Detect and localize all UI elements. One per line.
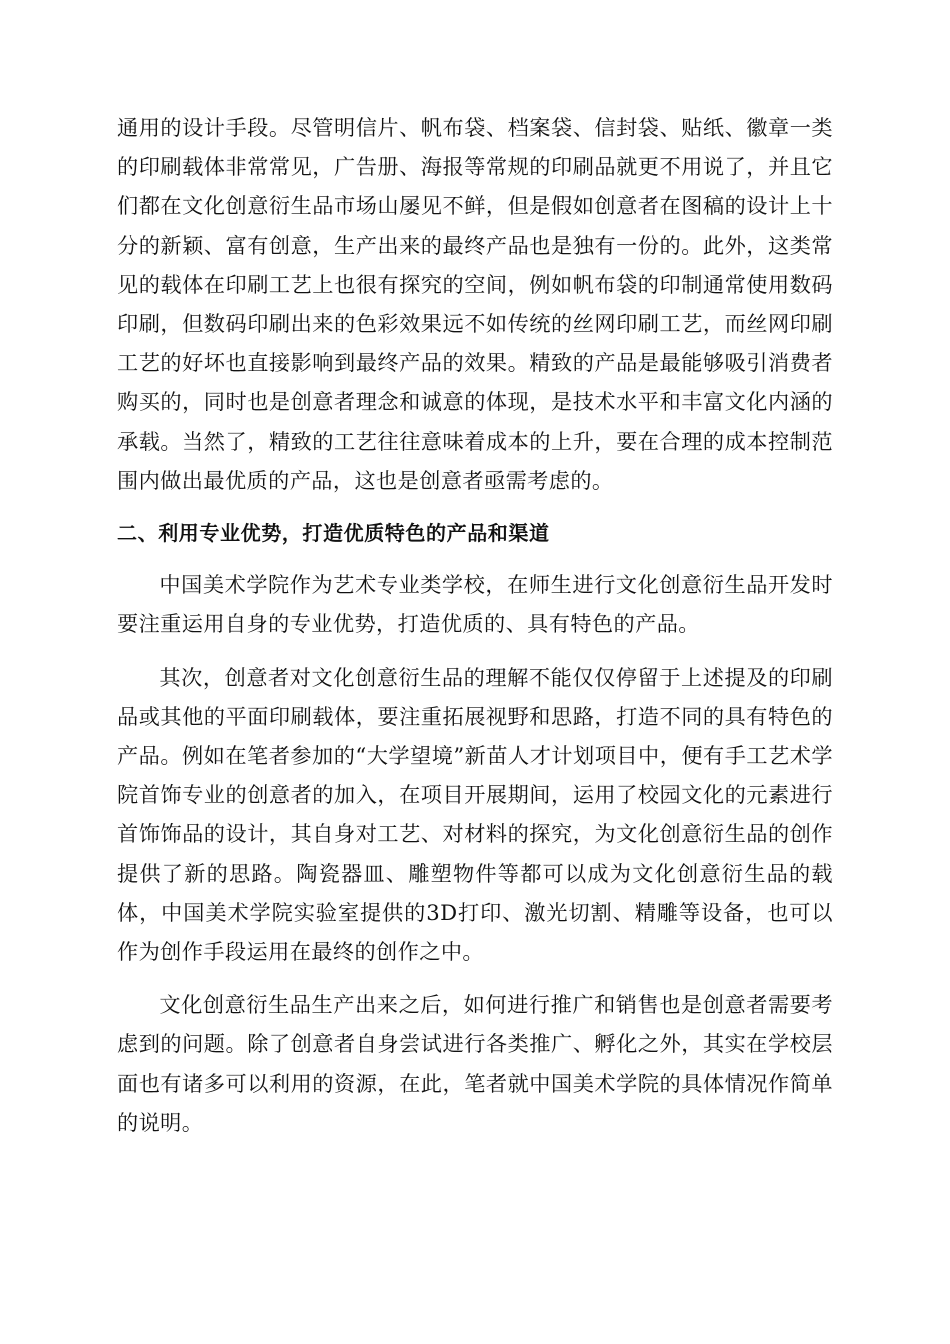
body-paragraph: 其次，创意者对文化创意衍生品的理解不能仅仅停留于上述提及的印刷品或其他的平面印刷载体，要注重拓展视野和思路，打造不同的具有特色的产品。例如在笔者参加的“大学望境”新苗人才计划项目中，便有手工艺术学院首饰专业的创意者的加入，在项目开展期间，运用了校园文化的元素进行首饰饰品的设计，其自身对工艺、对材料的探究，为文化创意衍生品的创作提供了新的思路。陶瓷器皿、雕塑物件等都可以成为文化创意衍生品的载体，中国美术学院实验室提供的3D打印、激光切割、精雕等设备，也可以作为创作手段运用在最终的创作之中。 — [117, 664, 833, 965]
body-paragraph: 中国美术学院作为艺术专业类学校，在师生进行文化创意衍生品开发时要注重运用自身的专业优势，打造优质的、具有特色的产品。 — [117, 572, 833, 637]
body-paragraph: 文化创意衍生品生产出来之后，如何进行推广和销售也是创意者需要考虑到的问题。除了创意者自身尝试进行各类推广、孵化之外，其实在学校层面也有诸多可以利用的资源，在此，笔者就中国美术学院的具体情况作简单的说明。 — [117, 992, 833, 1135]
body-paragraph: 通用的设计手段。尽管明信片、帆布袋、档案袋、信封袋、贴纸、徽章一类的印刷载体非常常见，广告册、海报等常规的印刷品就更不用说了，并且它们都在文化创意衍生品市场山屡见不鲜，但是假如创意者在图稿的设计上十分的新颖、富有创意，生产出来的最终产品也是独有一份的。此外，这类常见的载体在印刷工艺上也很有探究的空间，例如帆布袋的印制通常使用数码印刷，但数码印刷出来的色彩效果远不如传统的丝网印刷工艺，而丝网印刷工艺的好坏也直接影响到最终产品的效果。精致的产品是最能够吸引消费者购买的，同时也是创意者理念和诚意的体现，是技术水平和丰富文化内涵的承载。当然了，精致的工艺往往意味着成本的上升，要在合理的成本控制范围内做出最优质的产品，这也是创意者亟需考虑的。 — [117, 115, 833, 493]
document-page — [117, 108, 833, 1142]
section-heading: 二、利用专业优势，打造优质特色的产品和渠道 — [117, 521, 550, 546]
